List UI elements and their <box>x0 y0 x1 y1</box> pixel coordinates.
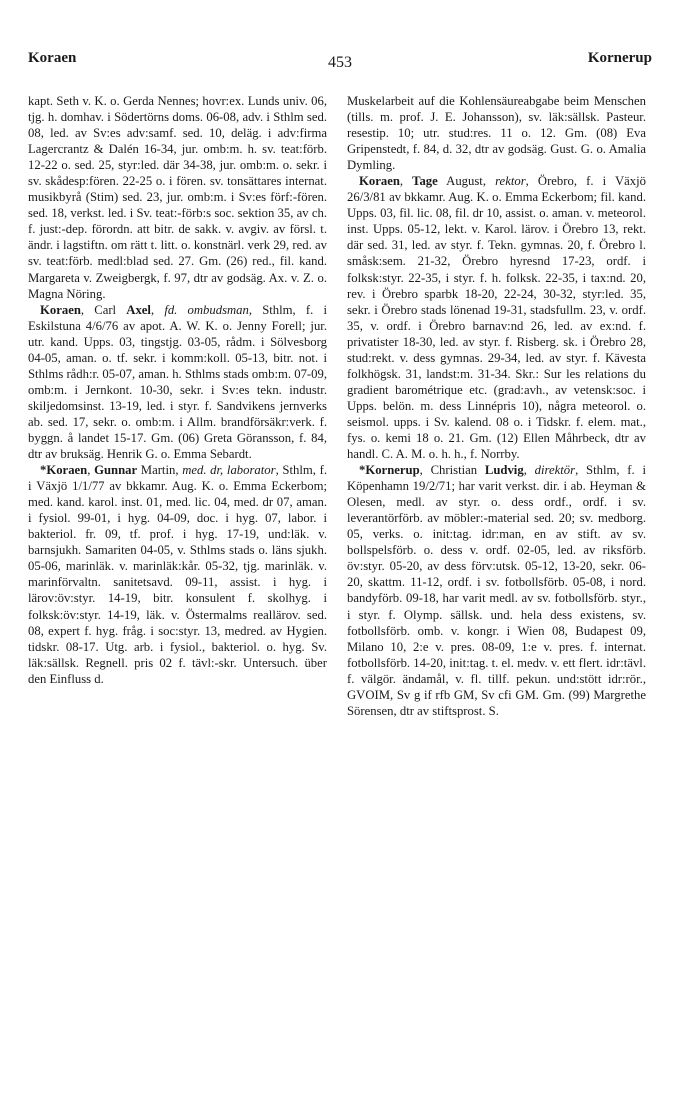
biography-entry <box>28 462 327 687</box>
entry-text: , Christian <box>419 463 485 478</box>
entry-title: med. dr, laborator <box>182 463 276 478</box>
entry-text: , Sthlm, f. i Köpenhamn 19/2/71; har varit verkst. dir. i ab. Heyman & Olesen, medl. av styr. o. dess ordf., ordf. i sv. leverantörförb. av möbler:-material sed. 20; sv. medborg. 05, verks. o. init:tag. idr:man, en av stift. av sv. bollspelsförb. o. dess v. ordf. 02-05, led. av riksförb. öv:styr. 05-20, av dess förv:utsk. 05-12, 13-20, sekr. 06-20, skattm. 11-12, ordf. i sv. fotbollsförb. 05-08, i nord. bandyförb. 09-18, har varit medl. av sv. fotbollsförb. styr., i styr. f. Olymp. sällsk. und. hela dess existens, sv. fotbollsförb. omb. v. kongr. i Wien 08, Budapest 09, Milano 10, 2:e v. pres. 08-09, 1:e v. pres. f. internat. fotbollsförb. 14-20, init:tag. t. el. medv. v. ett flert. idr:tävl. f. välgör. ändamål, v. fl. tillf. pekun. und:stött idr:rör., GVOIM, Sv g if rfb GM, Sv cfi GM. Gm. (99) Margrethe Sörensen, dtr av stiftsprost. S. <box>347 463 646 718</box>
left-column <box>28 93 327 687</box>
entry-name: Koraen <box>359 174 400 189</box>
entry-text: , Sthlm, f. i Eskilstuna 4/6/76 av apot. A. W. K. o. Jenny Forell; jur. utr. kand. Upps. 03, tingstjg. 03-05, rådm. i Sölvesborg 04-05, aman. o. tf. sekr. i komm:koll. 05-13, bitr. not. i Sthlms rådh:r. 05-07, aman. h. Sthlms stads omb:m. 07-09, omb:m. i Jernkont. 10-30, sekr. i Sv:es tekn. industr. skiljedomsinst. 13-19, led. i styr. f. Sandvikens jernverks ab. sed. 17, sekr. o. omb:m. i Allm. brandförsäkr:verk. f. byggn. å landet 15-17. Gm. (06) Greta Göransson, f. 84, dtr av bruksäg. Henrik G. o. Emma Sebardt. <box>28 302 327 462</box>
entry-text: , <box>523 463 535 478</box>
page-number: 453 <box>328 54 352 71</box>
entry-name: Axel <box>126 302 151 317</box>
entry-text: Muskelarbeit auf die Kohlensäureabgabe beim Menschen (tills. m. prof. J. E. Johansson), sv. läk:sällsk. Pasteur. resestip. 10; utr. stud:res. 11 o. 12. Gm. (08) Eva Gripenstedt, f. 84, d. 32, dtr av godsäg. Gust. G. o. Amalia Dymling. <box>347 94 646 173</box>
entry-name: *Koraen <box>40 463 88 478</box>
entry-name: Tage <box>412 174 438 189</box>
entry-continuation <box>28 93 327 302</box>
entry-name: *Kornerup <box>359 463 420 478</box>
entry-text: , <box>399 174 413 189</box>
entry-text: , Sthlm, f. i Växjö 1/1/77 av bkkamr. Aug. K. o. Emma Eckerbom; med. kand. karol. inst. 01, med. lic. 04, med. dr 07, aman. i fysiol. 99-01, i hyg. 04-09, doc. i hyg. 07, labor. i bakteriol. fr. 09, tf. prof. i hyg. 17-19, und:läk. v. barnsjukh. Samariten 04-05, v. Sthlms stads o. läns sjukh. 05-06, marinläk. v. marinläk:kår. 05-32, tjg. marinläk. v. marinförvaltn. sanitetsavd. 09-11, assist. i hyg. i lärov:öv:styr. 14-19, bitr. konsulent f. skolhyg. i folksk:öv:styr. 14-19, läk. v. Östermalms reallärov. sed. 08, expert f. hyg. fråg. i soc:styr. 13, medred. av Hygien. tidskr. 08-17. Utg. arb. i fysiol., bakteriol. o. hyg. Sv. läk:sällsk. Regnell. pris 02 f. tävl:-skr. Untersuch. über den Einfluss d. <box>28 463 327 686</box>
right-column <box>347 93 646 719</box>
entry-text: , Carl <box>80 302 127 317</box>
biography-entry <box>347 462 646 719</box>
header-last-entry: Kornerup <box>587 50 652 66</box>
biography-entry <box>28 302 327 462</box>
entry-title: direktör <box>534 463 576 478</box>
entry-text: , Örebro, f. i Växjö 26/3/81 av bkkamr. Aug. K. o. Emma Eckerbom; fil. kand. Upps. 03, fil. lic. 08, fil. dr 10, assist. o. aman. v. meteorol. inst. Upps. 05-12, lekt. v. Karol. lärov. i Örebro 13, rekt. där sed. 31, led. av styr. f. Tekn. gymnas. 20, f. Örebro l. småsk:sem. 21-32, Örebro hyresnd 17-23, ordf. i folksk:styr. 22-35, i styr. f. h. folksk. 22-35, i tax:nd. 20, rev. i Örebro sparbk 18-20, 22-24, 30-32, styr:led. 35, sekr. i Örebro stads lönenad 19-31, stadsfullm. 23, v. ordf. 35, v. ordf. i Örebro barnav:nd 26, led. av ex:nd. f. privatister 18-30, led. av styr. f. Risberg. sk. i Örebro 28, stud:rekt. v. dess gymnas. 29-34, led. av styr. f. Kävesta folkhögsk. 31, landst:m. 31-34. Skr.: Sur les relations du gradient barométrique etc. (grad:avh., av vetensk:soc. i Upps. belön. m. dess Linnépris 10), några meteorol. o. seismol. upps. i Sv. kalend. 08 o. i Tidskr. f. elem. mat., fys. o. kemi 18 o. 21. Gm. (12) Ellen Måhrbeck, dtr av handl. C. A. M. o. h. h., f. Norrby. <box>347 174 646 462</box>
biography-entry <box>347 173 646 462</box>
entry-text: , <box>87 463 95 478</box>
entry-name: Koraen <box>40 302 81 317</box>
entry-text: August, <box>437 174 496 189</box>
header-first-entry: Koraen <box>28 50 77 66</box>
entry-name: Ludvig <box>484 463 524 478</box>
page-header <box>28 50 652 74</box>
entry-text: kapt. Seth v. K. o. Gerda Nennes; hovr:ex. Lunds univ. 06, tjg. h. domhav. i Södertörns doms. 06-08, adv. i Sthlm sed. 08, led. av Sv:es adv:samf. sed. 10, deläg. i adv:firma Lagercrantz & Dalén 16-34, jur. omb:m. h. sv. teat:förb. 12-22 o. sed. 25, styr:led. där 34-38, jur. omb:m. o. sekr. i sv. skådesp:fören. 22-25 o. i fören. sv. tonsättares internat. musikbyrå (Stim) sed. 23, jur. omb:m. i Sv:es förf:-fören. sed. 18, verkst. led. i Sv. teat:-förb:s soc. sektion 35, av ch. f. just:-dep. förordn. att bitr. de sakk. v. avgiv. av försl. t. ändr. i lagstiftn. om rätt t. litt. o. konstnärl. verk 29, red. av sv. teat:förb. medl:blad sed. 27. Gm. (26) red., fil. kand. Margareta v. Zweigbergk, f. 97, dtr av godsäg. Ax. v. Z. o. Magna Nöring. <box>28 94 327 301</box>
entry-continuation <box>347 93 646 173</box>
entry-name: Gunnar <box>94 463 138 478</box>
entry-text: , <box>150 302 165 317</box>
entry-title: fd. ombudsman <box>164 302 249 317</box>
entry-text: Martin, <box>137 463 183 478</box>
entry-title: rektor <box>495 174 526 189</box>
